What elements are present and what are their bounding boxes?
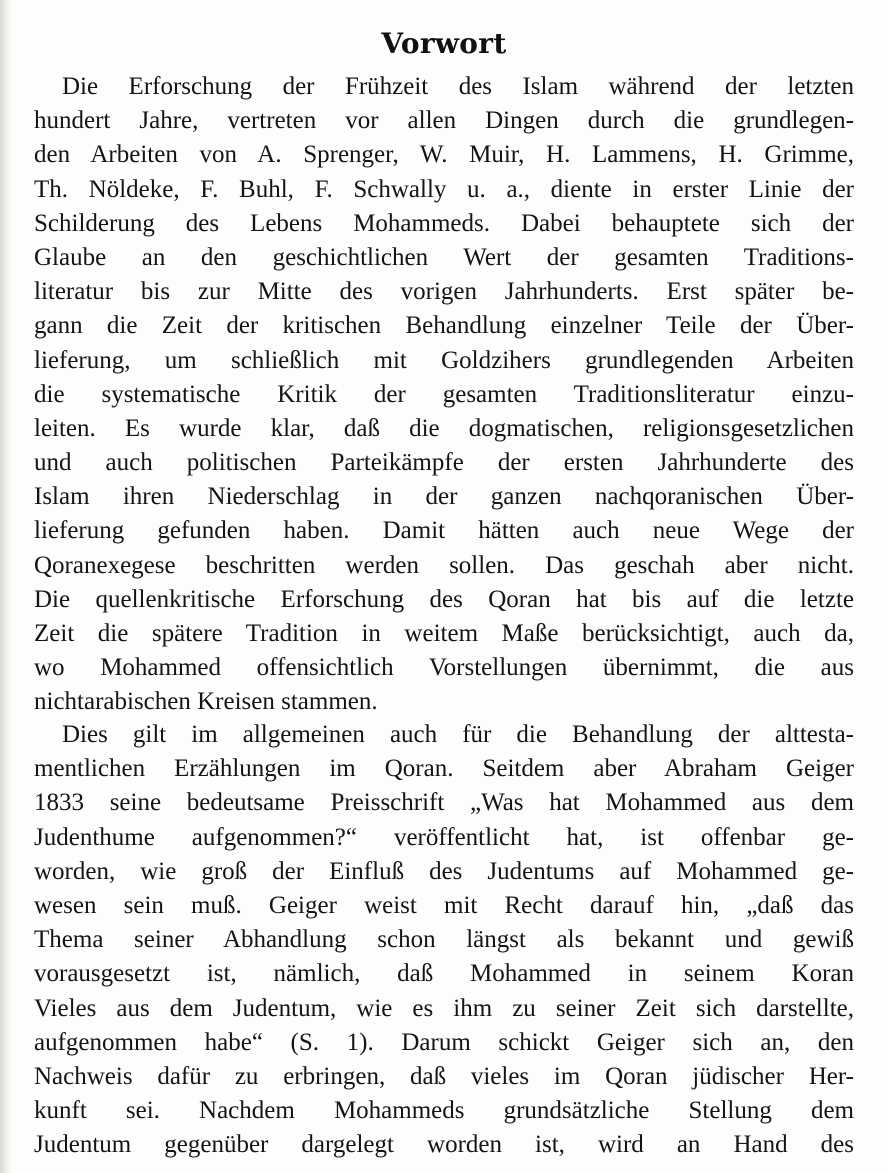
text-line: die systematische Kritik der gesamten Traditionsliteratur einzu-: [34, 380, 854, 408]
text-line: worden, wie groß der Einfluß des Judentums auf Mohammed ge-: [34, 857, 854, 885]
text-line: gann die Zeit der kritischen Behandlung einzelner Teile der Über-: [34, 312, 854, 340]
text-line: 1833 seine bedeutsame Preisschrift „Was hat Mohammed aus dem: [34, 789, 854, 817]
text-line: leiten. Es wurde klar, daß die dogmatischen, religionsgesetzlichen: [34, 414, 854, 442]
text-line: und auch politischen Parteikämpfe der ersten Jahrhunderte des: [34, 449, 854, 477]
text-line: wo Mohammed offensichtlich Vorstellungen übernimmt, die aus: [34, 654, 854, 682]
text-line: Schilderung des Lebens Mohammeds. Dabei behauptete sich der: [34, 209, 854, 237]
text-line: Vieles aus dem Judentum, wie es ihm zu seiner Zeit sich darstellte,: [34, 994, 854, 1022]
text-line: Qoranexegese beschritten werden sollen. Das geschah aber nicht.: [34, 551, 854, 579]
text-line: vorausgesetzt ist, nämlich, daß Mohammed in seinem Koran: [34, 960, 854, 988]
text-line: lieferung, um schließlich mit Goldzihers grundlegenden Arbeiten: [34, 346, 854, 374]
text-line: Judentum gegenüber dargelegt worden ist, wird an Hand des: [34, 1131, 854, 1159]
text-line: Zeit die spätere Tradition in weitem Maße berücksichtigt, auch da,: [34, 620, 854, 647]
text-line: aufgenommen habe“ (S. 1). Darum schickt Geiger sich an, den: [34, 1028, 854, 1056]
text-line: wesen sein muß. Geiger weist mit Recht darauf hin, „daß das: [34, 891, 854, 919]
paragraph-1: [34, 70, 854, 720]
page-title: Vorwort: [381, 27, 507, 60]
text-line: Thema seiner Abhandlung schon längst als bekannt und gewiß: [34, 926, 854, 954]
text-line: den Arbeiten von A. Sprenger, W. Muir, H. Lammens, H. Grimme,: [34, 141, 854, 169]
text-line: lieferung gefunden haben. Damit hätten auch neue Wege der: [34, 517, 854, 545]
text-line: Die Erforschung der Frühzeit des Islam während der letzten: [62, 73, 854, 100]
page-edge-shadow: [0, 0, 12, 1173]
paragraph-2: [34, 718, 854, 1162]
text-line: Glaube an den geschichtlichen Wert der gesamten Traditions-: [34, 243, 854, 271]
text-line: Th. Nöldeke, F. Buhl, F. Schwally u. a., diente in erster Linie der: [34, 175, 854, 203]
text-line: Judenthume aufgenommen?“ veröffentlicht hat, ist offenbar ge-: [34, 823, 854, 851]
text-line: Die quellenkritische Erforschung des Qoran hat bis auf die letzte: [34, 585, 854, 613]
text-line: Islam ihren Niederschlag in der ganzen nachqoranischen Über-: [34, 483, 854, 511]
text-line: nichtarabischen Kreisen stammen.: [34, 688, 378, 716]
text-line: hundert Jahre, vertreten vor allen Dingen durch die grundlegen-: [34, 107, 854, 135]
text-line: kunft sei. Nachdem Mohammeds grundsätzliche Stellung dem: [34, 1097, 854, 1125]
text-line: literatur bis zur Mitte des vorigen Jahrhunderts. Erst später be-: [34, 278, 854, 306]
text-line: mentlichen Erzählungen im Qoran. Seitdem aber Abraham Geiger: [34, 755, 854, 783]
text-line: Dies gilt im allgemeinen auch für die Behandlung der alttesta-: [62, 721, 854, 748]
text-line: Nachweis dafür zu erbringen, daß vieles im Qoran jüdischer Her-: [34, 1062, 854, 1090]
